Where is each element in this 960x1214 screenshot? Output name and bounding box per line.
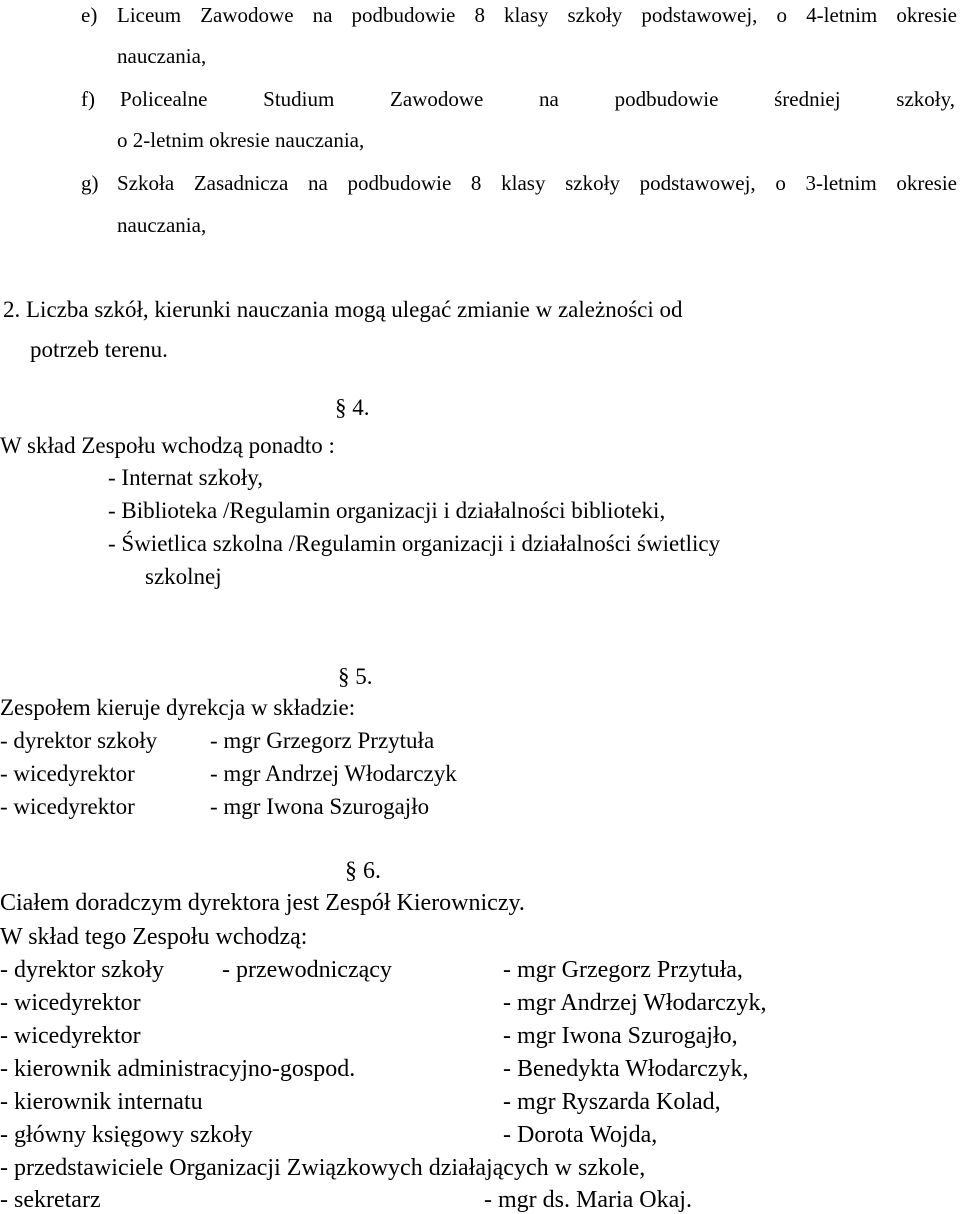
section-6-person: - mgr Iwona Szurogajło,	[503, 1023, 738, 1049]
section-6-role: - wicedyrektor	[0, 990, 141, 1016]
list-marker-g: g)	[81, 171, 99, 195]
list-item-f-line1: Policealne Studium Zawodowe na podbudowie średniej szkoły,	[120, 87, 955, 111]
section-6-secretary-role: - sekretarz	[0, 1187, 101, 1213]
section-4-item: - Świetlica szkolna /Regulamin organizacji i działalności świetlicy	[108, 531, 721, 556]
list-item-e-line1: Liceum Zawodowe na podbudowie 8 klasy szkoły podstawowej, o 4-letnim okresie	[117, 3, 957, 27]
section-4-item: - Internat szkoły,	[108, 465, 263, 490]
section-5-person: - mgr Grzegorz Przytuła	[210, 728, 435, 753]
section-6-role: - główny księgowy szkoły	[0, 1122, 253, 1148]
section-5-person: - mgr Iwona Szurogajło	[210, 794, 430, 819]
section-6-role: - wicedyrektor	[0, 1023, 141, 1049]
section-6-role: - dyrektor szkoły	[0, 957, 164, 983]
section-5-person: - mgr Andrzej Włodarczyk	[210, 761, 457, 786]
section-5-role: - wicedyrektor	[0, 794, 135, 819]
section-6-person: - mgr Grzegorz Przytuła,	[503, 957, 743, 983]
point-2-line2: potrzeb terenu.	[30, 337, 168, 362]
section-6-person: - mgr Ryszarda Kolad,	[503, 1089, 721, 1115]
section-5-role: - dyrektor szkoły	[0, 728, 158, 753]
section-6-person: - mgr Andrzej Włodarczyk,	[503, 990, 767, 1016]
list-marker-f: f)	[81, 87, 95, 111]
section-6-person: - Dorota Wojda,	[503, 1122, 658, 1148]
section-4-heading: § 4.	[335, 395, 370, 420]
section-6-person: - Benedykta Włodarczyk,	[503, 1056, 749, 1082]
list-item-f-line2: o 2-letnim okresie nauczania,	[117, 128, 365, 152]
section-6-heading: § 6.	[345, 858, 381, 884]
section-6-role: - kierownik internatu	[0, 1089, 203, 1115]
list-item-g-line2: nauczania,	[117, 213, 207, 237]
section-6-secretary-person: - mgr ds. Maria Okaj.	[484, 1187, 692, 1213]
section-6-intro-1: Ciałem doradczym dyrektora jest Zespół Kierowniczy.	[0, 890, 525, 916]
section-4-item: - Biblioteka /Regulamin organizacji i działalności biblioteki,	[108, 498, 666, 523]
list-item-g-line1: Szkoła Zasadnicza na podbudowie 8 klasy szkoły podstawowej, o 3-letnim okresie	[117, 171, 957, 195]
section-6-intro-2: W skład tego Zespołu wchodzą:	[0, 924, 308, 950]
list-item-e-line2: nauczania,	[117, 44, 207, 68]
section-6-function: - przewodniczący	[222, 957, 392, 983]
section-4-intro: W skład Zespołu wchodzą ponadto :	[0, 433, 335, 458]
section-5-heading: § 5.	[338, 664, 373, 689]
list-marker-e: e)	[81, 3, 98, 27]
section-5-role: - wicedyrektor	[0, 761, 135, 786]
section-6-role: - kierownik administracyjno-gospod.	[0, 1056, 356, 1082]
section-4-item-continuation: szkolnej	[145, 564, 222, 589]
point-2-line1: 2. Liczba szkół, kierunki nauczania mogą ulegać zmianie w zależności od	[3, 297, 683, 322]
section-6-unions-line: - przedstawiciele Organizacji Związkowych działających w szkole,	[0, 1155, 646, 1181]
section-5-intro: Zespołem kieruje dyrekcja w składzie:	[0, 695, 356, 720]
